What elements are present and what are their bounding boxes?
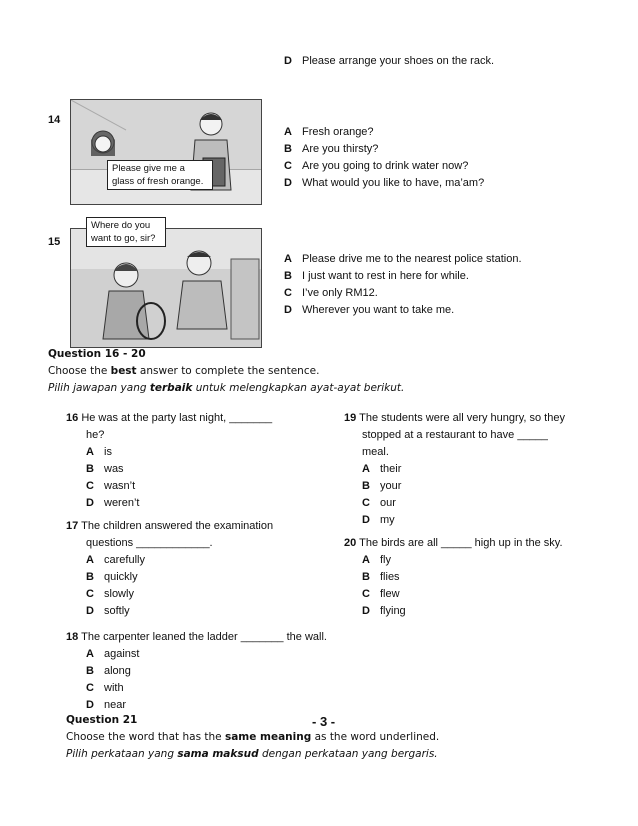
section-16-20-heading: Question 16 - 20 xyxy=(48,348,146,360)
q17-stem-line-1: 17 The children answered the examination xyxy=(66,520,274,532)
q14-number: 14 xyxy=(48,114,61,126)
q19-option-a: A their xyxy=(362,463,402,475)
q19-stem-line-2: stopped at a restaurant to have _____ xyxy=(362,429,548,441)
q15-option-d: D Wherever you want to take me. xyxy=(284,304,455,316)
q19-stem-line-3: meal. xyxy=(362,446,389,458)
q15-option-b: B I just want to rest in here for while. xyxy=(284,270,469,282)
q20-stem-line-1: 20 The birds are all _____ high up in the sky. xyxy=(344,537,563,549)
q15-bubble-line-2: want to go, sir? xyxy=(91,233,156,244)
q20-option-c: C flew xyxy=(362,588,400,600)
q15-speech-bubble xyxy=(86,217,166,247)
question-19 xyxy=(344,410,578,529)
q15-number: 15 xyxy=(48,236,61,248)
q19-option-d: D my xyxy=(362,514,395,526)
q19-option-b: B your xyxy=(362,480,402,492)
q17-option-d: D softly xyxy=(86,605,130,617)
q16-stem-line-2: he? xyxy=(86,429,105,441)
q18-stem-line-1: 18 The carpenter leaned the ladder _______ the wall. xyxy=(66,631,327,643)
q19-option-c: C our xyxy=(362,497,396,509)
q16-option-d: D weren’t xyxy=(86,497,140,509)
q18-option-a: A against xyxy=(86,648,140,660)
q20-option-a: A fly xyxy=(362,554,391,566)
q19-stem-line-1: 19 The students were all very hungry, so they xyxy=(344,412,565,424)
q20-option-d: D flying xyxy=(362,605,406,617)
q18-option-d: D near xyxy=(86,699,127,711)
q18-option-c: C with xyxy=(86,682,124,694)
q16-option-b: B was xyxy=(86,463,124,475)
q13-option-d: D Please arrange your shoes on the rack. xyxy=(284,55,495,67)
q16-option-c: C wasn’t xyxy=(86,480,136,492)
question-17 xyxy=(66,518,306,620)
q17-option-a: A carefully xyxy=(86,554,145,566)
q15-option-c: C I’ve only RM12. xyxy=(284,287,378,299)
q16-option-a: A is xyxy=(86,446,112,458)
q16-stem-line-1: 16 He was at the party last night, _______ xyxy=(66,412,273,424)
page-number: - 3 - xyxy=(312,714,336,729)
section-21-heading: Question 21 xyxy=(66,714,138,726)
q17-stem-line-2: questions ____________. xyxy=(86,537,213,549)
q14-option-d: D What would you like to have, ma’am? xyxy=(284,177,485,189)
q17-option-b: B quickly xyxy=(86,571,138,583)
q15-option-a: A Please drive me to the nearest police station. xyxy=(284,253,522,265)
q17-option-c: C slowly xyxy=(86,588,134,600)
question-18 xyxy=(66,629,366,714)
q14-options xyxy=(284,124,484,192)
section-16-20-instruction: Choose the best answer to complete the sentence. xyxy=(48,365,320,377)
q20-option-b: B flies xyxy=(362,571,400,583)
section-16-20-instruction-malay: Pilih jawapan yang terbaik untuk melengkapkan ayat-ayat berikut. xyxy=(48,382,405,394)
q14-speech-bubble: Please give me a glass of fresh orange. xyxy=(107,160,213,190)
q18-option-b: B along xyxy=(86,665,131,677)
q15-bubble-line-1: Where do you xyxy=(91,220,151,231)
section-21-instruction-malay: Pilih perkataan yang sama maksud dengan perkataan yang bergaris. xyxy=(66,748,438,760)
q15-options xyxy=(284,251,522,319)
q14-option-b: B Are you thirsty? xyxy=(284,143,379,155)
question-16 xyxy=(66,410,306,512)
q14-option-a: A Fresh orange? xyxy=(284,126,374,138)
section-21-header xyxy=(66,712,606,763)
question-20 xyxy=(344,535,594,620)
q14-option-c: C Are you going to drink water now? xyxy=(284,160,469,172)
section-16-20-header xyxy=(48,346,608,397)
section-21-instruction: Choose the word that has the same meaning as the word underlined. xyxy=(66,731,440,743)
